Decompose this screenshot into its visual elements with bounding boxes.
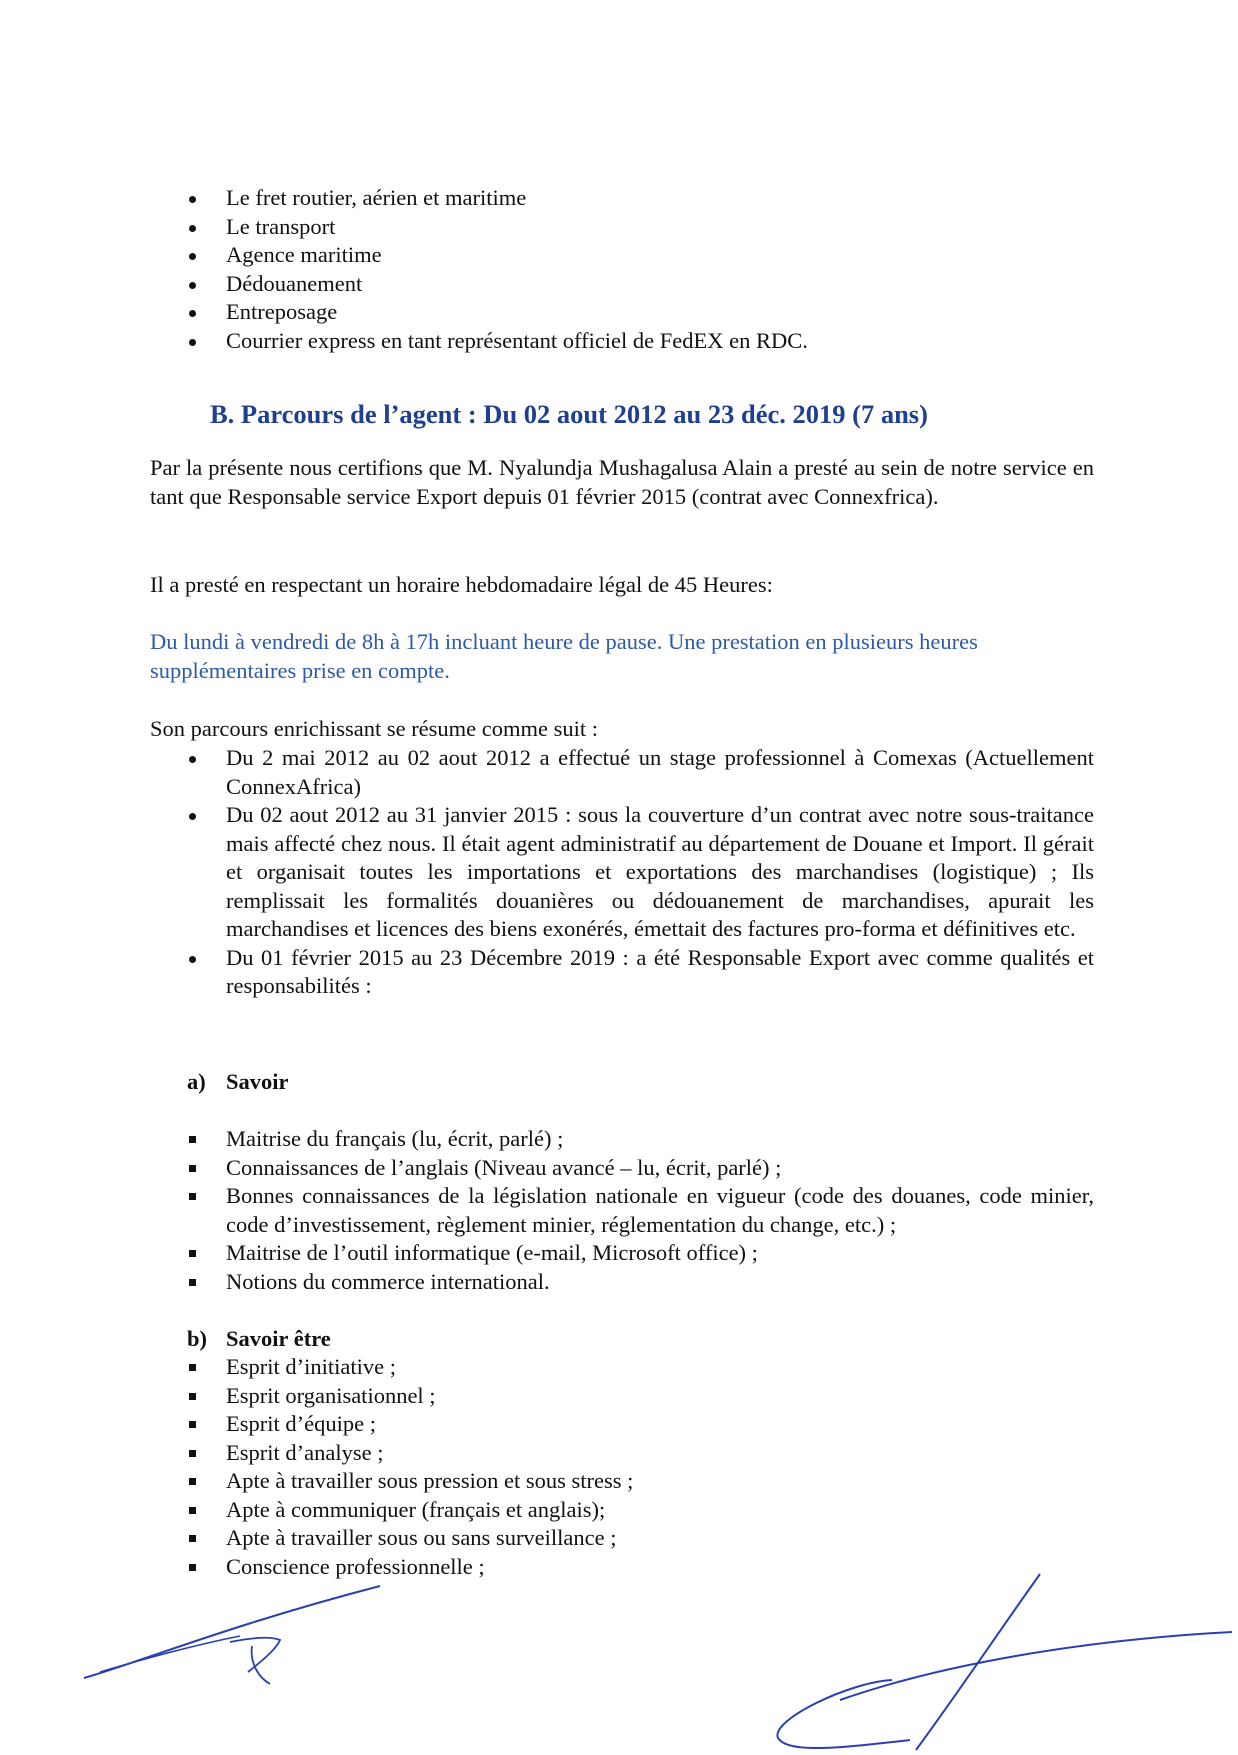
initials-signature-left [80, 1580, 400, 1690]
list-item: Le fret routier, aérien et maritime [226, 184, 1086, 213]
parcours-list [226, 744, 1094, 1001]
list-item: Le transport [226, 213, 1086, 242]
savoir-label: a) [187, 1069, 206, 1094]
savoir-etre-list [226, 1353, 1094, 1581]
list-item: Du 01 février 2015 au 23 Décembre 2019 : a été Responsable Export avec comme qualités et responsabilités : [226, 944, 1094, 1001]
savoir-etre-title: Savoir être [226, 1326, 331, 1351]
bullet-dot-icon [189, 282, 196, 289]
savoir-title: Savoir [226, 1069, 289, 1094]
bullet-square-icon [189, 1279, 196, 1286]
bullet-dot-icon [189, 310, 196, 317]
list-item: Maitrise du français (lu, écrit, parlé) ; [226, 1125, 1094, 1154]
list-item: Notions du commerce international. [226, 1268, 1094, 1297]
list-item: Du 2 mai 2012 au 02 aout 2012 a effectué un stage professionnel à Comexas (Actuellement ConnexAfrica) [226, 744, 1094, 801]
list-item: Conscience professionnelle ; [226, 1553, 1094, 1582]
bullet-dot-icon [189, 196, 196, 203]
list-item: Dédouanement [226, 270, 1086, 299]
list-item: Esprit d’équipe ; [226, 1410, 1094, 1439]
list-item: Entreposage [226, 298, 1086, 327]
savoir-list [226, 1125, 1094, 1296]
list-item: Connaissances de l’anglais (Niveau avancé – lu, écrit, parlé) ; [226, 1154, 1094, 1183]
list-item: Maitrise de l’outil informatique (e-mail, Microsoft office) ; [226, 1239, 1094, 1268]
list-item: Apte à communiquer (français et anglais); [226, 1496, 1094, 1525]
bullet-square-icon [189, 1450, 196, 1457]
savoir-etre-heading [187, 1325, 331, 1354]
list-item: Apte à travailler sous ou sans surveillance ; [226, 1524, 1094, 1553]
bullet-square-icon [189, 1393, 196, 1400]
services-list [226, 184, 1086, 355]
list-item: Du 02 aout 2012 au 31 janvier 2015 : sous la couverture d’un contrat avec notre sous-traitance mais affecté chez nous. Il était agent administratif au département de Douane et Import. Il gérait et organisait toutes les importations et exportations des marchandises (logistique) ; Ils remplissait les formalités douanières ou dédouanement de marchandises, apurait les marchandises et licences des biens exonérés, émettait des factures pro-forma et définitives etc. [226, 801, 1094, 944]
section-b-heading: B. Parcours de l’agent : Du 02 aout 2012 au 23 déc. 2019 (7 ans) [210, 399, 928, 429]
bullet-dot-icon [189, 756, 196, 763]
bullet-square-icon [189, 1165, 196, 1172]
list-item: Agence maritime [226, 241, 1086, 270]
horaire-detail: Du lundi à vendredi de 8h à 17h incluant heure de pause. Une prestation en plusieurs heures supplémentaires prise en compte. [150, 629, 978, 683]
list-item: Apte à travailler sous pression et sous stress ; [226, 1467, 1094, 1496]
bullet-square-icon [189, 1535, 196, 1542]
bullet-dot-icon [189, 339, 196, 346]
bullet-square-icon [189, 1564, 196, 1571]
list-item: Esprit organisationnel ; [226, 1382, 1094, 1411]
bullet-square-icon [189, 1193, 196, 1200]
list-item: Esprit d’initiative ; [226, 1353, 1094, 1382]
bullet-square-icon [189, 1364, 196, 1371]
bullet-dot-icon [189, 253, 196, 260]
bullet-square-icon [189, 1507, 196, 1514]
bullet-dot-icon [189, 813, 196, 820]
savoir-heading [187, 1068, 289, 1097]
list-item: Courrier express en tant représentant officiel de FedEX en RDC. [226, 327, 1086, 356]
initials-signature-right [760, 1570, 1238, 1755]
list-item: Bonnes connaissances de la législation nationale en vigueur (code des douanes, code minier, code d’investissement, règlement minier, réglementation du change, etc.) ; [226, 1182, 1094, 1239]
bullet-square-icon [189, 1136, 196, 1143]
savoir-etre-label: b) [187, 1326, 208, 1351]
parcours-intro: Son parcours enrichissant se résume comme suit : [150, 716, 599, 741]
intro-paragraph: Par la présente nous certifions que M. Nyalundja Mushagalusa Alain a presté au sein de notre service en tant que Responsable service Export depuis 01 février 2015 (contrat avec Connexfrica). [150, 455, 1094, 509]
horaire-paragraph: Il a presté en respectant un horaire hebdomadaire légal de 45 Heures: [150, 572, 773, 597]
bullet-dot-icon [189, 956, 196, 963]
bullet-square-icon [189, 1250, 196, 1257]
bullet-square-icon [189, 1478, 196, 1485]
bullet-square-icon [189, 1421, 196, 1428]
bullet-dot-icon [189, 225, 196, 232]
list-item: Esprit d’analyse ; [226, 1439, 1094, 1468]
